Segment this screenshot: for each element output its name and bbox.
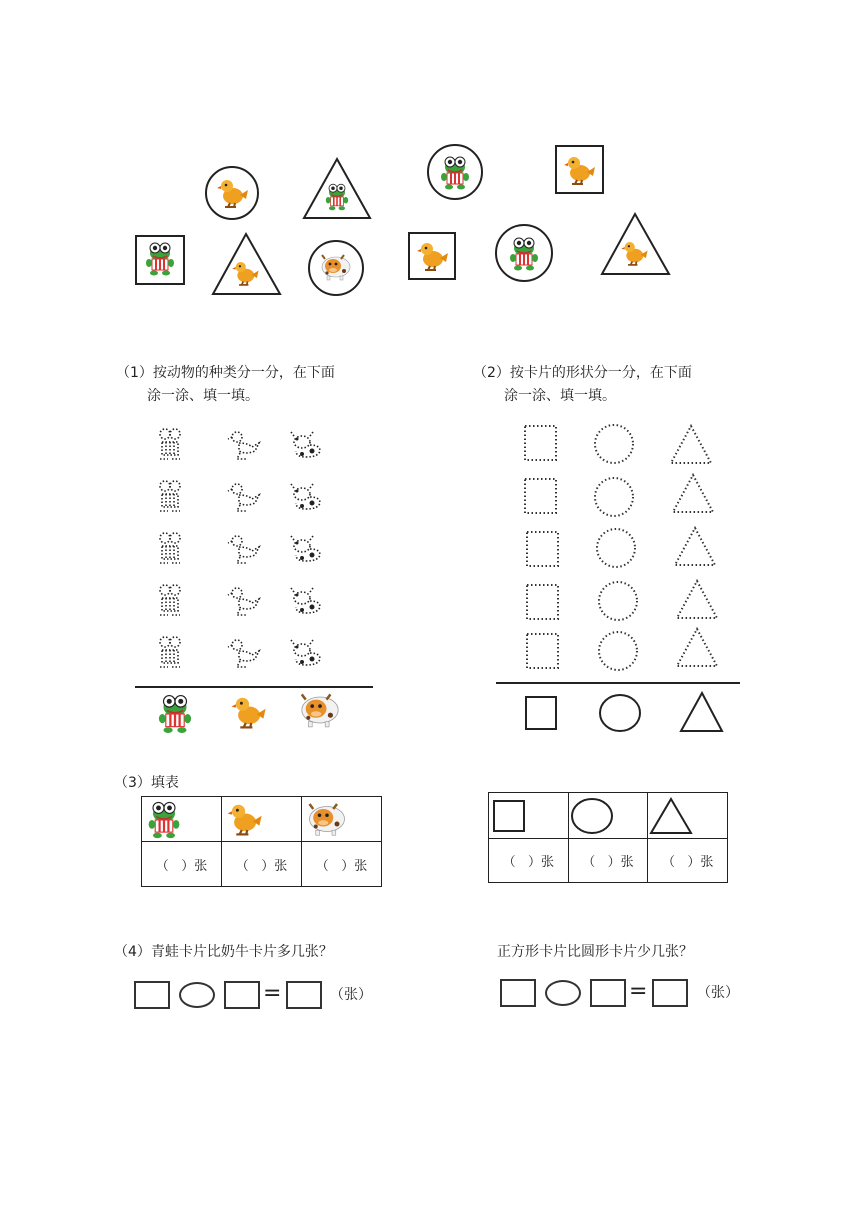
unit-label: （张） xyxy=(330,987,372,1003)
triangle-icon xyxy=(648,796,694,836)
q1-line1: （1）按动物的种类分一分，在下面 xyxy=(116,365,335,381)
card-triangle-bird-2 xyxy=(602,214,669,274)
q3-animal-table xyxy=(141,796,382,887)
q1-cow-column xyxy=(291,432,320,665)
equals-sign: = xyxy=(629,979,648,1004)
q3-shape-table xyxy=(488,792,728,883)
q3-header-circle xyxy=(568,793,648,839)
q1-bird-column xyxy=(228,432,259,667)
operator-oval[interactable] xyxy=(545,980,581,1006)
q2-line1: （2）按卡片的形状分一分，在下面 xyxy=(473,365,692,381)
q4-left-question: （4）青蛙卡片比奶牛卡片多几张？ xyxy=(114,944,333,960)
q2-prompt xyxy=(473,362,692,408)
q2-circle-icon xyxy=(600,695,640,731)
card-square-bird-2 xyxy=(409,233,455,279)
q3-square-count-cell[interactable]: （ ）张 xyxy=(489,839,569,883)
q2-coloring-grid xyxy=(494,415,744,745)
card-square-frog xyxy=(136,236,184,284)
q1-line2: 涂一涂、填一填。 xyxy=(147,388,259,404)
q1-frog-icon xyxy=(159,696,191,733)
q1-prompt xyxy=(116,362,335,408)
card-circle-frog-1 xyxy=(428,145,482,199)
q1-frog-column xyxy=(160,429,180,667)
answer-box-result[interactable] xyxy=(286,981,322,1009)
q2-line2: 涂一涂、填一填。 xyxy=(504,388,616,404)
q1-cow-icon xyxy=(302,694,338,727)
answer-box-result[interactable] xyxy=(652,979,688,1007)
card-circle-bird xyxy=(206,167,258,219)
frog-icon xyxy=(142,798,186,840)
q1-coloring-grid xyxy=(130,415,380,745)
card-square-bird-1 xyxy=(556,146,603,193)
operator-oval[interactable] xyxy=(179,982,215,1008)
bird-icon xyxy=(222,798,266,840)
q3-triangle-count-cell[interactable]: （ ）张 xyxy=(648,839,728,883)
q2-square-column xyxy=(525,426,558,668)
q1-bird-icon xyxy=(232,698,266,728)
answer-box-1[interactable] xyxy=(500,979,536,1007)
q3-bird-count-cell[interactable]: （ ）张 xyxy=(222,842,302,887)
circle-icon xyxy=(569,796,615,836)
q2-circle-column xyxy=(595,425,637,670)
equals-sign: = xyxy=(263,981,282,1006)
q3-header-frog xyxy=(142,797,222,842)
q3-label: （3）填表 xyxy=(114,775,179,791)
q3-header-square xyxy=(489,793,569,839)
q2-square-icon xyxy=(526,697,556,729)
q3-header-bird xyxy=(222,797,302,842)
answer-box-1[interactable] xyxy=(134,981,170,1009)
q2-triangle-column xyxy=(671,426,717,666)
q3-cow-count-cell[interactable]: （ ）张 xyxy=(302,842,382,887)
q3-header-triangle xyxy=(648,793,728,839)
square-icon xyxy=(489,796,529,836)
answer-box-2[interactable] xyxy=(224,981,260,1009)
picture-cards-area xyxy=(0,0,860,320)
card-circle-frog-2 xyxy=(496,225,552,281)
cow-icon xyxy=(302,798,352,840)
picture-cards xyxy=(0,0,860,320)
card-triangle-frog xyxy=(304,159,370,218)
q3-circle-count-cell[interactable]: （ ）张 xyxy=(568,839,648,883)
answer-box-2[interactable] xyxy=(590,979,626,1007)
q4-right-question: 正方形卡片比圆形卡片少几张？ xyxy=(497,944,693,960)
q3-header-cow xyxy=(302,797,382,842)
card-triangle-bird-1 xyxy=(213,234,280,294)
q3-frog-count-cell[interactable]: （ ）张 xyxy=(142,842,222,887)
q2-triangle-icon xyxy=(681,693,722,731)
unit-label: （张） xyxy=(697,985,739,1001)
card-circle-cow xyxy=(309,241,363,295)
